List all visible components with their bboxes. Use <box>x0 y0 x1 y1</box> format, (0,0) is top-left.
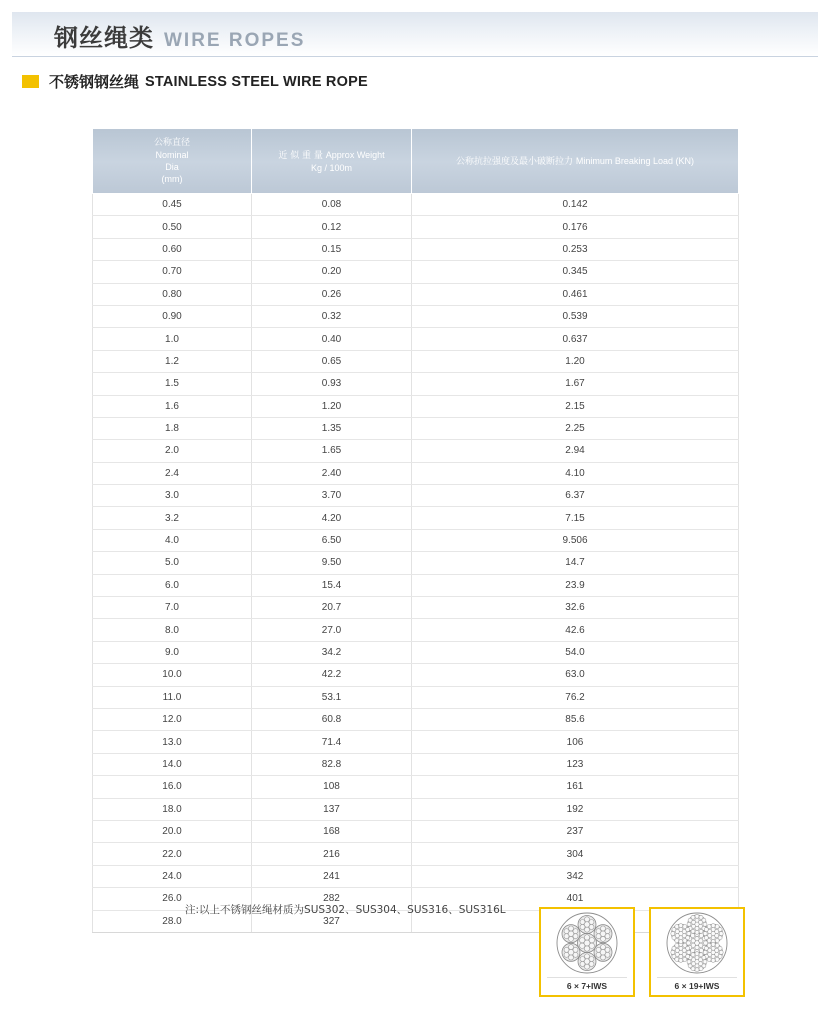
table-cell: 0.65 <box>252 350 412 372</box>
rope-cross-section-6x19-icon <box>651 909 743 977</box>
table-cell: 192 <box>412 798 739 820</box>
table-cell: 4.20 <box>252 507 412 529</box>
table-cell: 0.08 <box>252 194 412 216</box>
table-row <box>93 529 739 551</box>
table-cell: 168 <box>252 820 412 842</box>
table-cell: 63.0 <box>412 664 739 686</box>
table-cell: 60.8 <box>252 708 412 730</box>
table-cell: 16.0 <box>93 776 252 798</box>
table-cell: 0.80 <box>93 283 252 305</box>
table-cell: 0.50 <box>93 216 252 238</box>
table-cell: 1.20 <box>412 350 739 372</box>
catalog-page <box>0 12 830 1012</box>
table-row <box>93 552 739 574</box>
table-cell: 5.0 <box>93 552 252 574</box>
table-cell: 1.0 <box>93 328 252 350</box>
table-row <box>93 507 739 529</box>
table-cell: 0.461 <box>412 283 739 305</box>
table-cell: 3.2 <box>93 507 252 529</box>
table-cell: 0.90 <box>93 305 252 327</box>
table-cell: 4.10 <box>412 462 739 484</box>
table-cell: 20.0 <box>93 820 252 842</box>
table-cell: 2.15 <box>412 395 739 417</box>
table-cell: 1.67 <box>412 373 739 395</box>
table-row <box>93 417 739 439</box>
table-row <box>93 664 739 686</box>
column-header-approx-weight-cn: 近 似 重 量 <box>278 150 323 161</box>
table-cell: 28.0 <box>93 910 252 932</box>
table-row <box>93 820 739 842</box>
table-cell: 0.539 <box>412 305 739 327</box>
table-cell: 42.6 <box>412 619 739 641</box>
diagram-box-6x7 <box>539 907 635 997</box>
table-row <box>93 283 739 305</box>
table-cell: 9.0 <box>93 641 252 663</box>
table-cell: 13.0 <box>93 731 252 753</box>
column-header-nominal-dia-unit: (mm) <box>161 174 183 184</box>
table-cell: 18.0 <box>93 798 252 820</box>
table-cell: 24.0 <box>93 865 252 887</box>
table-cell: 3.70 <box>252 485 412 507</box>
diagram-caption-6x19: 6 × 19+IWS <box>674 981 720 991</box>
table-cell: 7.0 <box>93 597 252 619</box>
yellow-square-icon <box>22 75 39 88</box>
table-cell: 11.0 <box>93 686 252 708</box>
cross-section-diagrams <box>539 907 745 997</box>
table-cell: 26.0 <box>93 888 252 910</box>
table-cell: 22.0 <box>93 843 252 865</box>
table-cell: 6.37 <box>412 485 739 507</box>
table-cell: 42.2 <box>252 664 412 686</box>
table-header-row <box>93 129 739 194</box>
table-cell: 20.7 <box>252 597 412 619</box>
table-cell: 241 <box>252 865 412 887</box>
table-row <box>93 753 739 775</box>
table-cell: 6.0 <box>93 574 252 596</box>
table-row <box>93 350 739 372</box>
table-row <box>93 776 739 798</box>
table-cell: 1.35 <box>252 417 412 439</box>
section-subtitle-cn: 不锈钢钢丝绳 <box>49 73 140 91</box>
table-cell: 1.2 <box>93 350 252 372</box>
material-note: 注:以上不锈钢丝绳材质为SUS302、SUS304、SUS316、SUS316L <box>185 904 506 916</box>
table-cell: 304 <box>412 843 739 865</box>
rope-cross-section-6x7-icon <box>541 909 633 977</box>
table-cell: 342 <box>412 865 739 887</box>
table-row <box>93 462 739 484</box>
table-cell: 0.142 <box>412 194 739 216</box>
table-row <box>93 843 739 865</box>
table-cell: 32.6 <box>412 597 739 619</box>
table-row <box>93 619 739 641</box>
column-header-nominal-dia <box>93 129 252 194</box>
table-cell: 0.637 <box>412 328 739 350</box>
table-row <box>93 731 739 753</box>
section-subtitle <box>22 71 830 92</box>
column-header-breaking-load <box>412 129 739 194</box>
table-row <box>93 574 739 596</box>
page-header-band <box>12 12 818 57</box>
table-cell: 23.9 <box>412 574 739 596</box>
table-cell: 1.8 <box>93 417 252 439</box>
table-cell: 76.2 <box>412 686 739 708</box>
section-subtitle-en: STAINLESS STEEL WIRE ROPE <box>145 73 368 90</box>
table-row <box>93 261 739 283</box>
table-cell: 6.50 <box>252 529 412 551</box>
table-cell: 10.0 <box>93 664 252 686</box>
table-row <box>93 328 739 350</box>
table-cell: 0.32 <box>252 305 412 327</box>
table-row <box>93 440 739 462</box>
table-cell: 3.0 <box>93 485 252 507</box>
table-cell: 2.25 <box>412 417 739 439</box>
page-title-cn: 钢丝绳类 <box>54 24 154 52</box>
spec-table-body <box>93 194 739 933</box>
table-cell: 216 <box>252 843 412 865</box>
diagram-caption-6x7: 6 × 7+IWS <box>566 981 608 991</box>
table-cell: 1.20 <box>252 395 412 417</box>
table-cell: 53.1 <box>252 686 412 708</box>
table-cell: 12.0 <box>93 708 252 730</box>
table-cell: 9.50 <box>252 552 412 574</box>
table-cell: 161 <box>412 776 739 798</box>
table-cell: 0.40 <box>252 328 412 350</box>
table-cell: 2.40 <box>252 462 412 484</box>
table-row <box>93 305 739 327</box>
diagram-divider <box>547 977 627 978</box>
table-cell: 123 <box>412 753 739 775</box>
table-row <box>93 798 739 820</box>
page-title-en: WIRE ROPES <box>164 30 306 51</box>
table-cell: 237 <box>412 820 739 842</box>
table-cell: 0.20 <box>252 261 412 283</box>
table-cell: 0.15 <box>252 238 412 260</box>
column-header-approx-weight-line1 <box>256 149 407 162</box>
table-cell: 2.0 <box>93 440 252 462</box>
table-cell: 2.4 <box>93 462 252 484</box>
table-cell: 27.0 <box>252 619 412 641</box>
diagram-divider <box>657 977 737 978</box>
table-row <box>93 194 739 216</box>
table-cell: 282 <box>252 888 412 910</box>
table-cell: 0.93 <box>252 373 412 395</box>
page-header-titles <box>54 18 305 53</box>
table-cell: 15.4 <box>252 574 412 596</box>
column-header-nominal-dia-en1: Nominal <box>155 150 189 160</box>
table-cell: 1.5 <box>93 373 252 395</box>
table-cell: 1.6 <box>93 395 252 417</box>
table-row <box>93 238 739 260</box>
table-cell: 54.0 <box>412 641 739 663</box>
table-row <box>93 395 739 417</box>
column-header-nominal-dia-cn: 公称直径 <box>153 138 190 148</box>
table-cell: 34.2 <box>252 641 412 663</box>
table-cell: 0.253 <box>412 238 739 260</box>
column-header-nominal-dia-en2: Dia <box>165 162 179 172</box>
table-row <box>93 865 739 887</box>
table-cell: 2.94 <box>412 440 739 462</box>
table-cell: 0.70 <box>93 261 252 283</box>
table-row <box>93 485 739 507</box>
table-cell: 0.60 <box>93 238 252 260</box>
table-cell: 0.12 <box>252 216 412 238</box>
table-cell: 0.45 <box>93 194 252 216</box>
column-header-approx-weight <box>252 129 412 194</box>
table-cell: 106 <box>412 731 739 753</box>
table-row <box>93 686 739 708</box>
table-cell: 71.4 <box>252 731 412 753</box>
table-row <box>93 641 739 663</box>
table-cell: 14.7 <box>412 552 739 574</box>
table-cell: 85.6 <box>412 708 739 730</box>
table-cell: 9.506 <box>412 529 739 551</box>
column-header-approx-weight-en: Approx Weight <box>325 149 385 160</box>
column-header-breaking-load-en: Minimum Breaking Load (KN) <box>575 155 694 166</box>
table-cell: 1.65 <box>252 440 412 462</box>
spec-table-wrapper <box>92 128 738 933</box>
table-row <box>93 216 739 238</box>
table-cell: 0.345 <box>412 261 739 283</box>
table-row <box>93 373 739 395</box>
table-cell: 14.0 <box>93 753 252 775</box>
diagram-box-6x19 <box>649 907 745 997</box>
column-header-approx-weight-unit: Kg / 100m <box>310 162 353 173</box>
table-row <box>93 708 739 730</box>
table-cell: 8.0 <box>93 619 252 641</box>
spec-table <box>92 128 739 933</box>
column-header-breaking-load-cn: 公称抗拉强度及最小破断拉力 <box>456 156 574 167</box>
table-cell: 0.26 <box>252 283 412 305</box>
table-cell: 4.0 <box>93 529 252 551</box>
table-cell: 108 <box>252 776 412 798</box>
table-cell: 82.8 <box>252 753 412 775</box>
table-cell: 327 <box>252 910 412 932</box>
table-cell: 401 <box>412 888 739 910</box>
table-cell: 137 <box>252 798 412 820</box>
table-cell: 0.176 <box>412 216 739 238</box>
table-cell: 7.15 <box>412 507 739 529</box>
table-row <box>93 597 739 619</box>
